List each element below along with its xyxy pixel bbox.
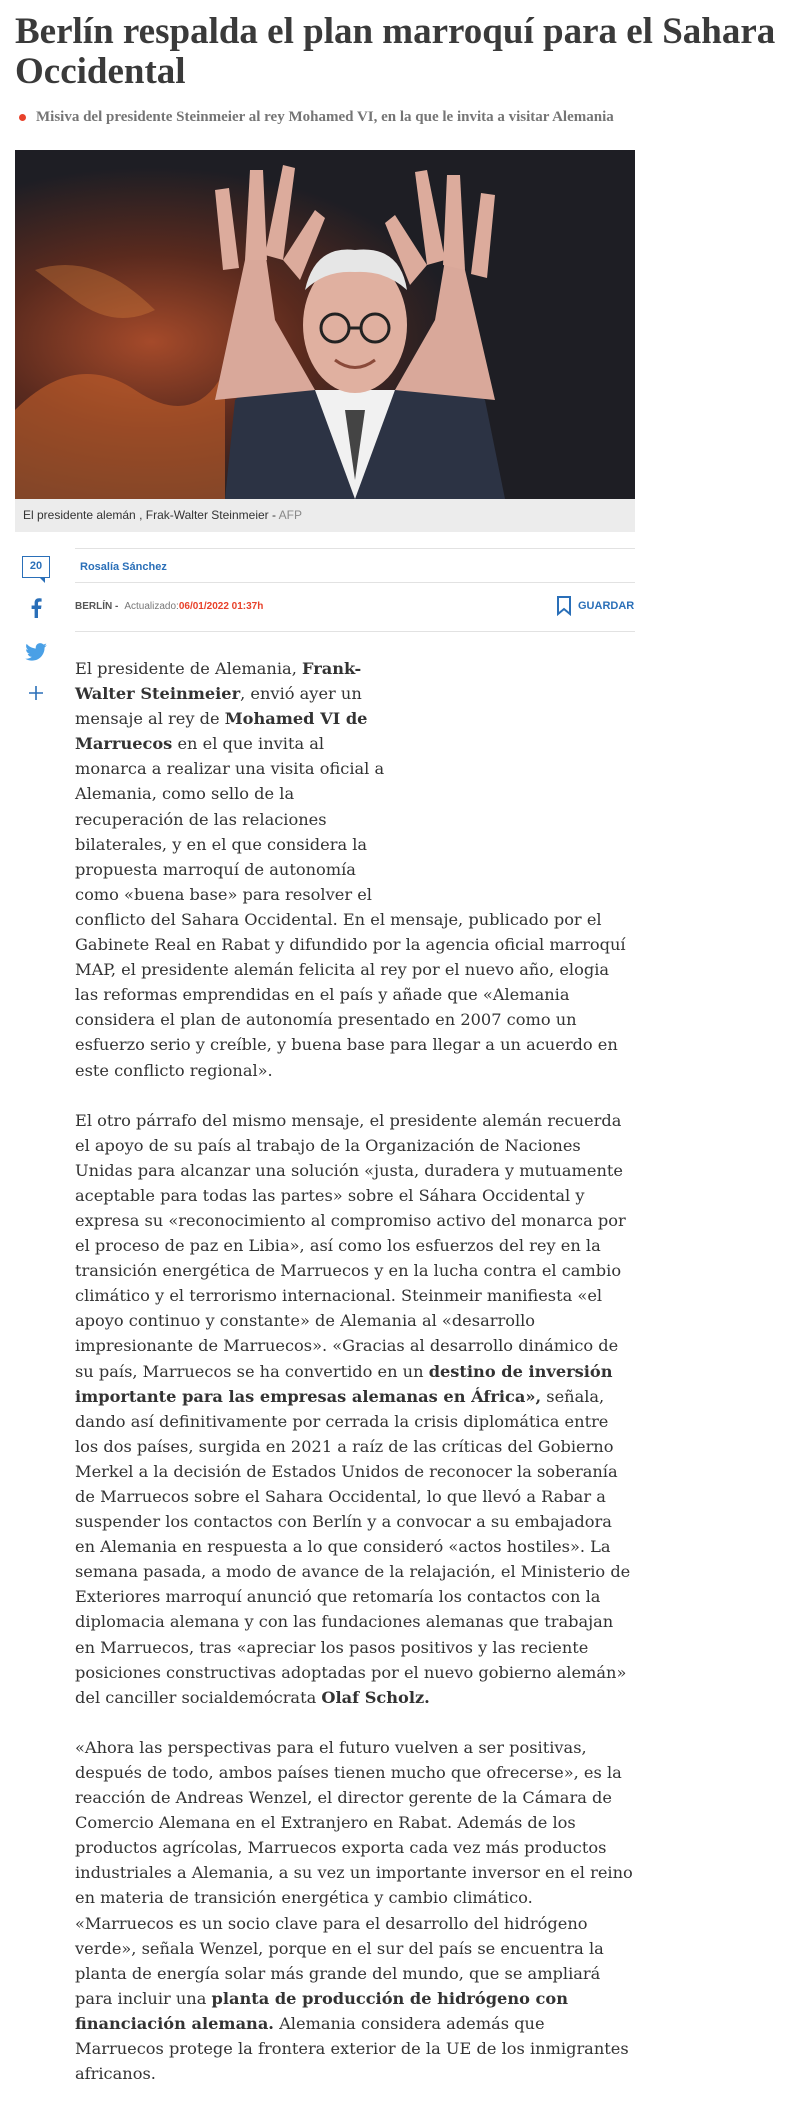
save-button[interactable]: [556, 596, 634, 616]
subheadline-text: Misiva del presidente Steinmeier al rey Mohamed VI, en la que le invita a visitar Alemania: [36, 109, 614, 125]
caption-agency: AFP: [278, 508, 302, 522]
headline: Berlín respalda el plan marroquí para el Sahara Occidental: [15, 11, 776, 92]
divider-middle: [75, 582, 635, 583]
float-space: [405, 656, 635, 906]
updated-date: 06/01/2022 01:37h: [178, 601, 264, 612]
save-label: GUARDAR: [578, 600, 635, 612]
divider-top: [75, 548, 635, 549]
article-photo: [15, 150, 635, 499]
paragraph-2: El otro párrafo del mismo mensaje, el presidente alemán recuerda el apoyo de su país al trabajo de la Organización de Naciones Unidas para alcanzar una solución «justa, duradera y mutuamente aceptable para todas las partes» sobre el Sáhara Occidental y expresa su «reconocimiento al compromiso activo del monarca por el proceso de paz en Libia», así como los esfuerzos del rey en la transición energética de Marruecos y en la lucha contra el cambio climático y el terrorismo internacional. Steinmeir manifiesta «el apoyo continuo y constante» de Alemania al «desarrollo impresionante de Marruecos». «Gracias al desarrollo dinámico de su país, Marruecos se ha convertido en un destino de inversión importante para las empresas alemanas en África», señala, dando así definitivamente por cerrada la crisis diplomática entre los dos países, surgida en 2021 a raíz de las críticas del Gobierno Merkel a la decisión de Estados Unidos de reconocer la soberanía de Marruecos sobre el Sahara Occidental, lo que llevó a Rabar a suspender los contactos con Berlín y a convocar a su embajadora en Alemania en respuesta a lo que consideró «actos hostiles». La semana pasada, a modo de avance de la relajación, el Ministerio de Exteriores marroquí anunció que retomaría los contactos con la diplomacia alemana y con las fundaciones alemanas que trabajan en Marruecos, tras «apreciar los pasos positivos y las reciente posiciones constructivas adoptadas por el nuevo gobierno alemán» del canciller socialdemócrata Olaf Scholz.: [75, 1110, 631, 1707]
divider-bottom: [75, 631, 635, 632]
twitter-icon[interactable]: [22, 643, 50, 666]
dateline: [75, 601, 263, 612]
article-body: [75, 656, 635, 2111]
photo-caption: [15, 499, 635, 532]
plus-icon[interactable]: [22, 686, 50, 705]
paragraph-3: «Ahora las perspectivas para el futuro vuelven a ser positivas, después de todo, ambos países tienen mucho que ofrecerse», es la reacción de Andreas Wenzel, el director gerente de la Cámara de Comercio Alemana en el Extranjero en Rabat. Además de los productos agrícolas, Marruecos exporta cada vez más productos industriales a Alemania, a su vez un importante inversor en el reino en materia de transición energética y cambio climático. «Marruecos es un socio clave para el desarrollo del hidrógeno verde», señala Wenzel, porque en el sur del país se encuentra la planta de energía solar más grande del mundo, que se ampliará para incluir una planta de producción de hidrógeno con financiación alemana. Alemania considera además que Marruecos protege la frontera exterior de la UE de los inmigrantes africanos.: [75, 1737, 633, 2084]
bookmark-icon: [556, 596, 572, 616]
caption-text: El presidente alemán , Frak-Walter Steinmeier -: [23, 508, 279, 522]
author-link[interactable]: Rosalía Sánchez: [80, 561, 167, 573]
updated-label: Actualizado:: [124, 601, 179, 612]
bullet-dot: [19, 114, 26, 121]
paragraph-1: El presidente de Alemania, Frank-Walter Steinmeier, envió ayer un mensaje al rey de Mohamed VI de Marruecos en el que invita al monarca a realizar una visita oficial a Alemania, como sello de la recuperación de las relaciones bilaterales, y en el que considera la propuesta marroquí de autonomía como «buena base» para resolver el conflicto del Sahara Occidental. En el mensaje, publicado por el Gabinete Real en Rabat y difundido por la agencia oficial marroquí MAP, el presidente alemán felicita al rey por el nuevo año, elogia las reformas emprendidas en el país y añade que «Alemania considera el plan de autonomía presentado en 2007 como un esfuerzo serio y creíble, y buena base para llegar a un acuerdo en este conflicto regional».: [75, 659, 626, 1080]
comments-count-button[interactable]: 20: [22, 556, 50, 578]
dateline-location: BERLÍN -: [75, 601, 119, 612]
subheadline: [15, 109, 614, 126]
share-bar: [22, 556, 52, 705]
facebook-icon[interactable]: [22, 598, 50, 623]
